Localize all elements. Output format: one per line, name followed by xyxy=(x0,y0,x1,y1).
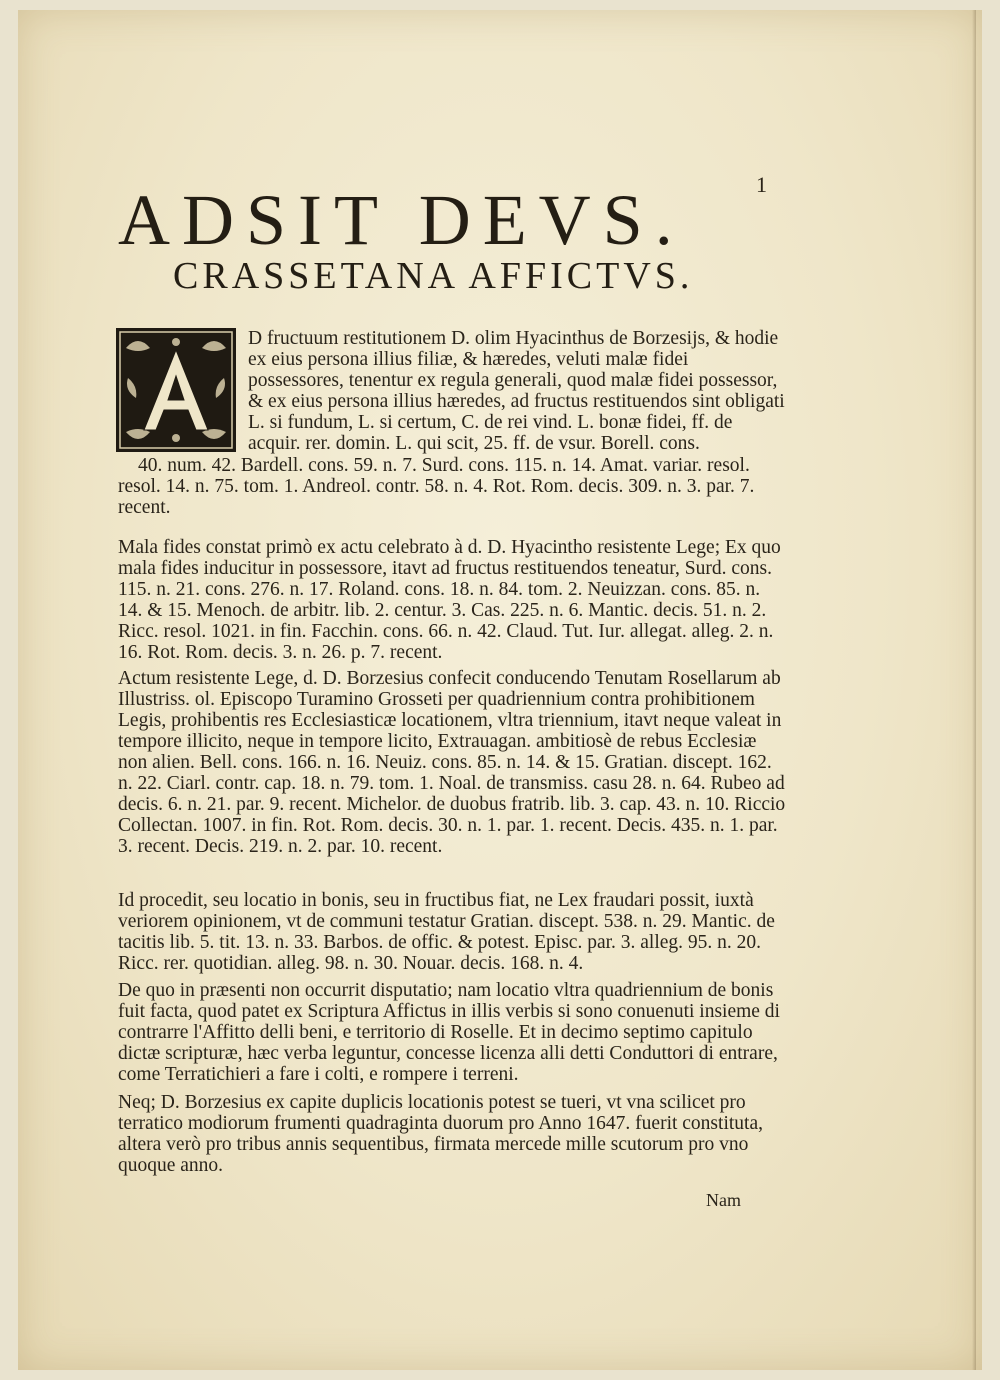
paragraph-1-lead: D fructuum restitutionem D. olim Hyacinthus de Borzesijs, & hodie ex eius persona illius filiæ, & hæredes, veluti malæ fidei possessores, tenentur ex regula generali, quod malæ fidei possessor, & ex eius persona illius hæredes, ad fructus restituendos sint obligati L. si fundum, L. si certum, C. de rei vind. L. bonæ fidei, ff. de acquir. rer. domin. L. qui scit, 25. ff. de vsur. Borell. cons. xyxy=(248,328,785,454)
page-subtitle: CRASSETANA AFFICTVS. xyxy=(173,255,694,297)
folio-number: 1 xyxy=(756,172,767,197)
paragraph-2: Mala fides constat primò ex actu celebrato à d. D. Hyacintho resistente Lege; Ex quo mala fides inducitur in possessore, itavt ad fructus restituendos teneatur, Surd. cons. 115. n. 21. cons. 276. n. 17. Roland. cons. 18. n. 84. tom. 2. Neuizzan. cons. 85. n. 14. & 15. Menoch. de arbitr. lib. 2. centur. 3. Cas. 225. n. 6. Mantic. decis. 51. n. 2. Ricc. resol. 1021. in fin. Facchin. cons. 66. n. 42. Claud. Tut. Iur. allegat. alleg. 2. n. 16. Rot. Rom. decis. 3. n. 26. p. 7. recent. xyxy=(118,537,781,663)
paragraph-6: Neq; D. Borzesius ex capite duplicis locationis potest se tueri, vt vna scilicet pro terratico modiorum frumenti quadraginta duorum pro Anno 1647. fuerit constituta, altera verò pro tribus annis sequentibus, firmata mercede mille scutorum pro vno quoque anno. xyxy=(118,1092,763,1176)
document-page xyxy=(18,10,982,1370)
paragraph-1-rest: 40. num. 42. Bardell. cons. 59. n. 7. Surd. cons. 115. n. 14. Amat. variar. resol. resol. 14. n. 75. tom. 1. Andreol. contr. 58. n. 4. Rot. Rom. decis. 309. n. 3. par. 7. recent. xyxy=(118,455,755,518)
catchword: Nam xyxy=(706,1190,741,1210)
page-fold-shadow xyxy=(972,10,976,1370)
decorated-initial-a-icon xyxy=(116,328,236,452)
page-title: ADSIT DEVS. xyxy=(118,180,685,260)
paragraph-3: Actum resistente Lege, d. D. Borzesius confecit conducendo Tenutam Rosellarum ab Illustriss. ol. Episcopo Turamino Grosseti per quadriennium contra prohibitionem Legis, prohibentis res Ecclesiasticæ locationem, vltra triennium, itavt neque valeat in tempore illicito, neque in tempore licito, Extrauagan. ambitiosè de rebus Ecclesiæ non alien. Bell. cons. 166. n. 16. Neuiz. cons. 85. n. 14. & 15. Gratian. discept. 162. n. 22. Ciarl. contr. cap. 18. n. 79. tom. 1. Noal. de transmiss. casu 28. n. 64. Rubeo ad decis. 6. n. 21. par. 9. recent. Michelor. de duobus fratrib. lib. 3. cap. 43. n. 10. Riccio Collectan. 1007. in fin. Rot. Rom. decis. 30. n. 1. par. 1. recent. Decis. 435. n. 1. par. 3. recent. Decis. 219. n. 2. par. 10. recent. xyxy=(118,668,786,857)
paragraph-4: Id procedit, seu locatio in bonis, seu in fructibus fiat, ne Lex fraudari possit, iuxtà veriorem opinionem, vt de communi testatur Gratian. discept. 538. n. 29. Mantic. de tacitis lib. 5. tit. 13. n. 33. Barbos. de offic. & potest. Episc. par. 3. alleg. 95. n. 20. Ricc. rer. quotidian. alleg. 98. n. 30. Nouar. decis. 168. n. 4. xyxy=(118,890,775,974)
paragraph-5: De quo in præsenti non occurrit disputatio; nam locatio vltra quadriennium de bonis fuit facta, quod patet ex Scriptura Affictus in illis verbis si sono conuenuti insieme di contrarre l'Affitto delli beni, e territorio di Roselle. Et in decimo septimo capitulo dictæ scripturæ, hæc verba leguntur, concesse licenza alli detti Conduttori di entrare, come Terratichieri a fare i colti, e rompere i terreni. xyxy=(118,980,780,1085)
